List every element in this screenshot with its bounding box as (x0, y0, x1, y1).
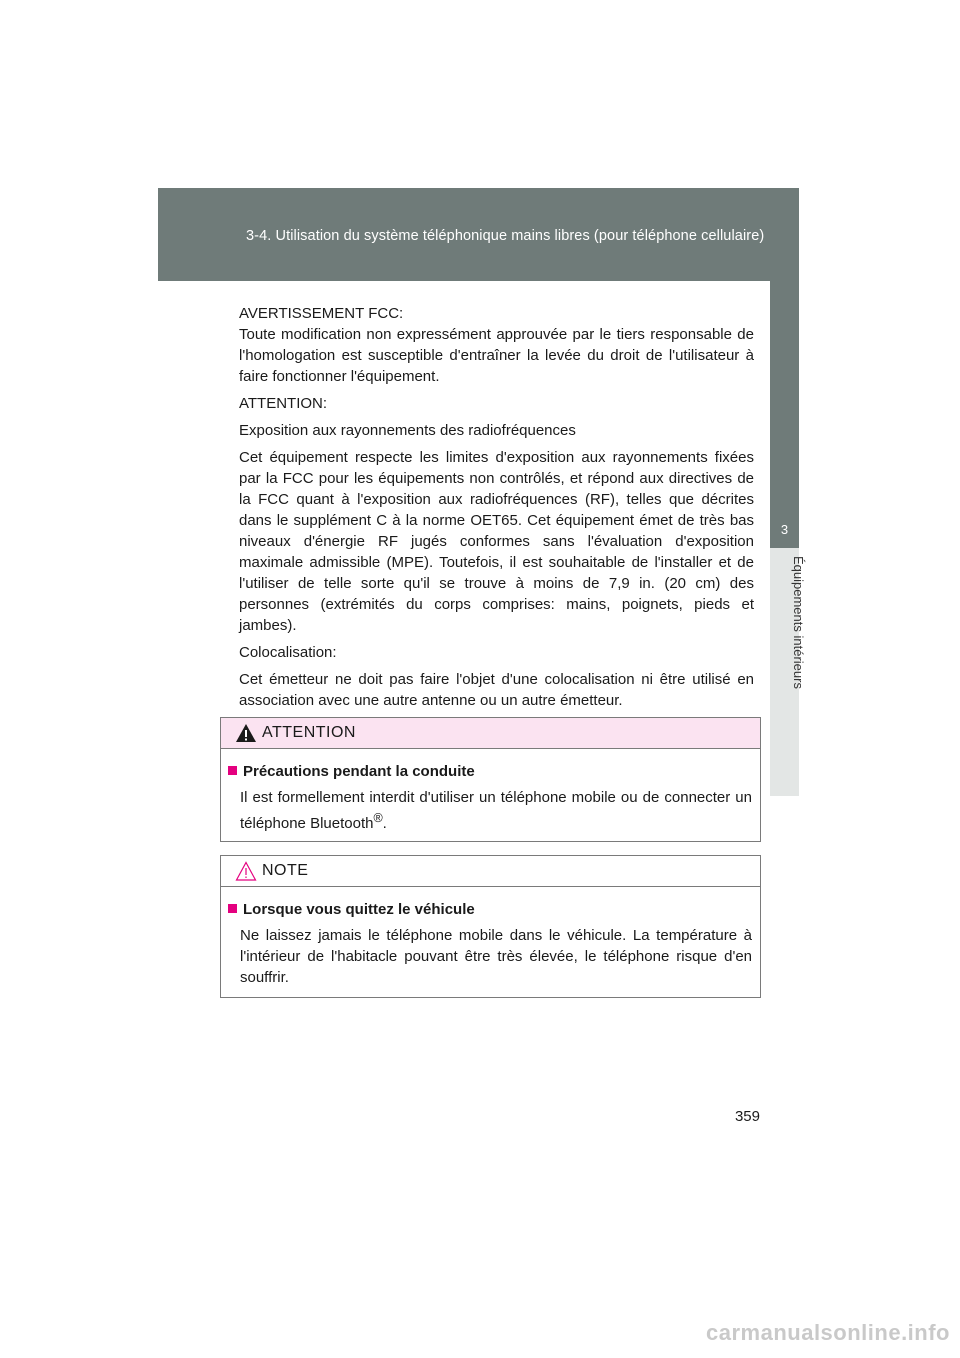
attention-box-header (221, 718, 760, 749)
colocation-heading: Colocalisation: (239, 644, 337, 661)
page-number: 359 (734, 1108, 760, 1125)
note-box-title: NOTE (262, 862, 309, 879)
caution-outline-icon (235, 861, 257, 881)
chapter-label: Équipements intérieurs (791, 556, 806, 689)
note-item-text: Ne laissez jamais le téléphone mobile dans le véhicule. La température à l'intérieur de l'habitacle pouvant être très élevée, le téléphone risque d'en souffrir. (240, 927, 752, 986)
square-bullet-icon (228, 904, 237, 913)
attention-item-title (228, 761, 752, 782)
attention-heading: ATTENTION: (239, 395, 328, 412)
fcc-warning-paragraph (239, 303, 754, 387)
section-title: 3-4. Utilisation du système téléphonique mains libres (pour téléphone cellulaire) (246, 228, 765, 244)
attention-box (220, 717, 761, 842)
colocation-text: Cet émetteur ne doit pas faire l'objet d'une colocalisation ni être utilisé en association avec une autre antenne ou un autre émetteur. (239, 671, 754, 709)
attention-item-title-text: Précautions pendant la conduite (243, 763, 475, 780)
attention-item-text (228, 787, 752, 834)
exposure-text: Cet équipement respecte les limites d'exposition aux rayonnements fixées par la FCC pour les équipements non contrôlés, et répond aux directives de la FCC quant à l'exposition aux radiofréquences (RF), telles que décrites dans le supplément C à la norme OET65. Cet équipement émet de très bas niveaux d'énergie RF jugés conformes sans l'évaluation d'exposition maximale admissible (MPE). Toutefois, il est souhaitable de l'installer et de l'utiliser de telle sorte qu'il se trouve à moins de 7,9 in. (20 cm) des personnes (extrémités du corps comprises: mains, poignets, pieds et jambes). (239, 449, 754, 634)
note-box (220, 855, 761, 998)
square-bullet-icon (228, 766, 237, 775)
note-item-title (228, 899, 752, 920)
watermark: carmanualsonline.info (706, 1320, 950, 1345)
chapter-number: 3 (780, 522, 789, 537)
note-box-body (221, 887, 760, 988)
main-text (239, 303, 754, 717)
warning-icon (235, 723, 257, 743)
note-box-header (221, 856, 760, 887)
registered-mark: ® (373, 811, 383, 825)
attention-box-title: ATTENTION (262, 724, 356, 741)
attention-box-body (221, 749, 760, 834)
attention-item-body: Il est formellement interdit d'utiliser un téléphone mobile ou de connecter un téléphone Bluetooth (240, 789, 752, 832)
fcc-warning-heading: AVERTISSEMENT FCC: (239, 305, 404, 322)
exposure-heading: Exposition aux rayonnements des radiofréquences (239, 422, 576, 439)
attention-item-end: . (382, 815, 387, 832)
note-item-title-text: Lorsque vous quittez le véhicule (243, 901, 475, 918)
fcc-warning-text: Toute modification non expressément approuvée par le tiers responsable de l'homologation est susceptible d'entraîner la levée du droit de l'utilisateur à faire fonctionner l'équipement. (239, 326, 754, 385)
